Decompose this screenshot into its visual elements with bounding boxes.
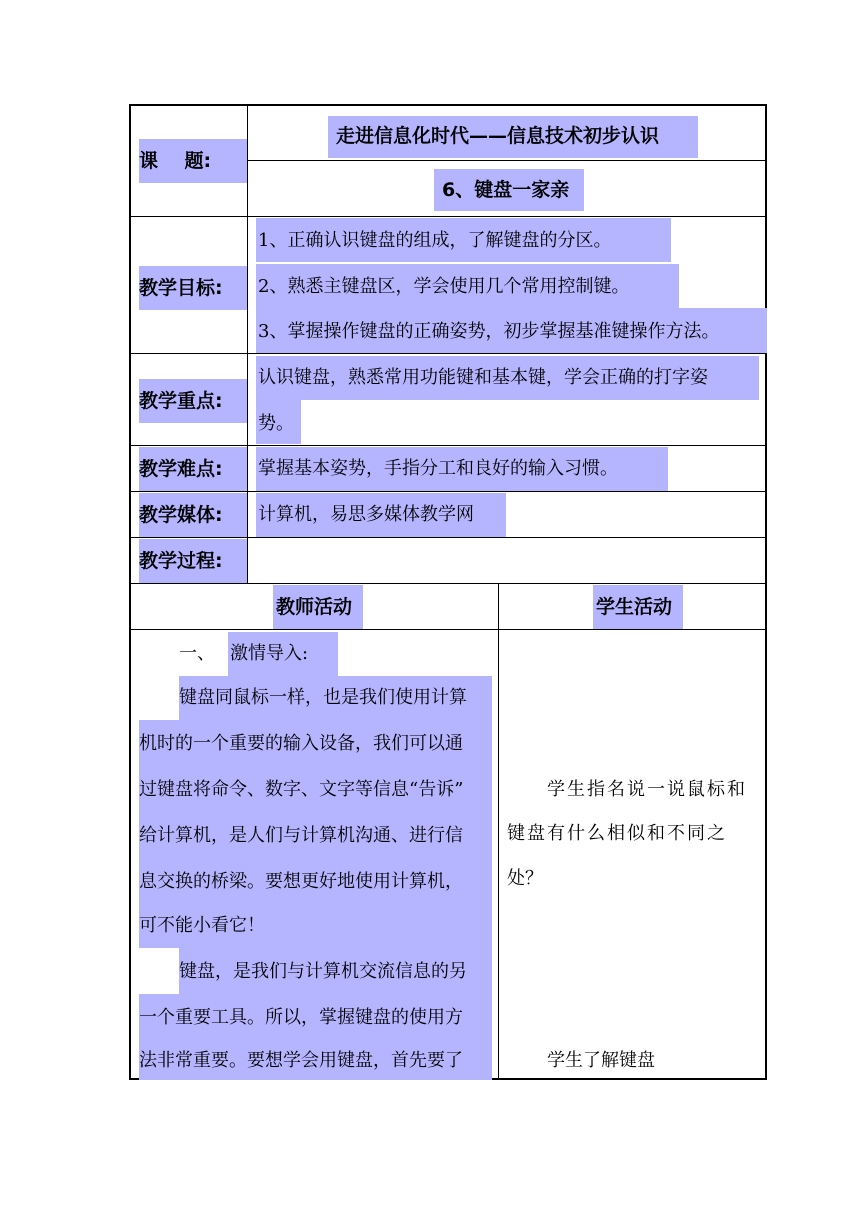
teacher-paragraph-line: 可不能小看它！ (139, 915, 265, 936)
student-activity-line: 处？ (507, 868, 543, 889)
topic-title: 走进信息化时代——信息技术初步认识 (336, 125, 660, 147)
teacher-heading-number: 一、 (179, 643, 215, 664)
teacher-paragraph-line: 给计算机，是人们与计算机沟通、进行信 (139, 825, 463, 846)
student-activity-header: 学生活动 (596, 596, 673, 618)
media-text: 计算机，易思多媒体教学网 (258, 504, 474, 525)
topic-subtitle: 6、键盘一家亲 (442, 179, 570, 201)
lesson-plan-table (129, 104, 767, 1080)
column-divider (247, 106, 248, 583)
objective-item: 3、掌握操作键盘的正确姿势，初步掌握基准键操作方法。 (258, 321, 720, 342)
topic-label: 课 题: (139, 150, 212, 172)
row-divider (131, 216, 767, 217)
process-label: 教学过程: (139, 550, 223, 572)
media-label: 教学媒体: (139, 504, 223, 526)
teacher-activity-header: 教师活动 (276, 596, 353, 618)
objective-item: 2、熟悉主键盘区，学会使用几个常用控制键。 (258, 276, 630, 297)
objective-item: 1、正确认识键盘的组成，了解键盘的分区。 (258, 230, 612, 251)
keypoints-label: 教学重点: (139, 390, 223, 412)
student-activity-line: 键盘有什么相似和不同之 (507, 823, 727, 844)
teacher-paragraph-line: 息交换的桥梁。要想更好地使用计算机， (139, 871, 463, 892)
difficulties-text: 掌握基本姿势，手指分工和良好的输入习惯。 (258, 458, 618, 479)
difficulties-label: 教学难点: (139, 458, 223, 480)
student-activity-line: 学生了解键盘 (547, 1050, 655, 1071)
teacher-paragraph-line: 一个重要工具。所以，掌握键盘的使用方 (139, 1007, 463, 1028)
row-divider (247, 160, 767, 161)
teacher-heading: 激情导入: (230, 643, 309, 664)
student-activity-line: 学生指名说一说鼠标和 (547, 779, 747, 800)
keypoints-line: 认识键盘，熟悉常用功能键和基本键，学会正确的打字姿 (258, 367, 708, 388)
teacher-paragraph-line: 机时的一个重要的输入设备，我们可以通 (139, 733, 463, 754)
teacher-paragraph-line: 键盘，是我们与计算机交流信息的另 (179, 961, 467, 982)
keypoints-line: 势。 (258, 413, 294, 434)
column-divider (498, 583, 499, 1080)
teacher-paragraph-line: 法非常重要。要想学会用键盘，首先要了 (139, 1050, 463, 1071)
teacher-paragraph-line: 键盘同鼠标一样，也是我们使用计算 (179, 687, 467, 708)
teacher-paragraph-line: 过键盘将命令、数字、文字等信息“告诉” (139, 779, 464, 800)
objectives-label: 教学目标: (139, 277, 223, 299)
